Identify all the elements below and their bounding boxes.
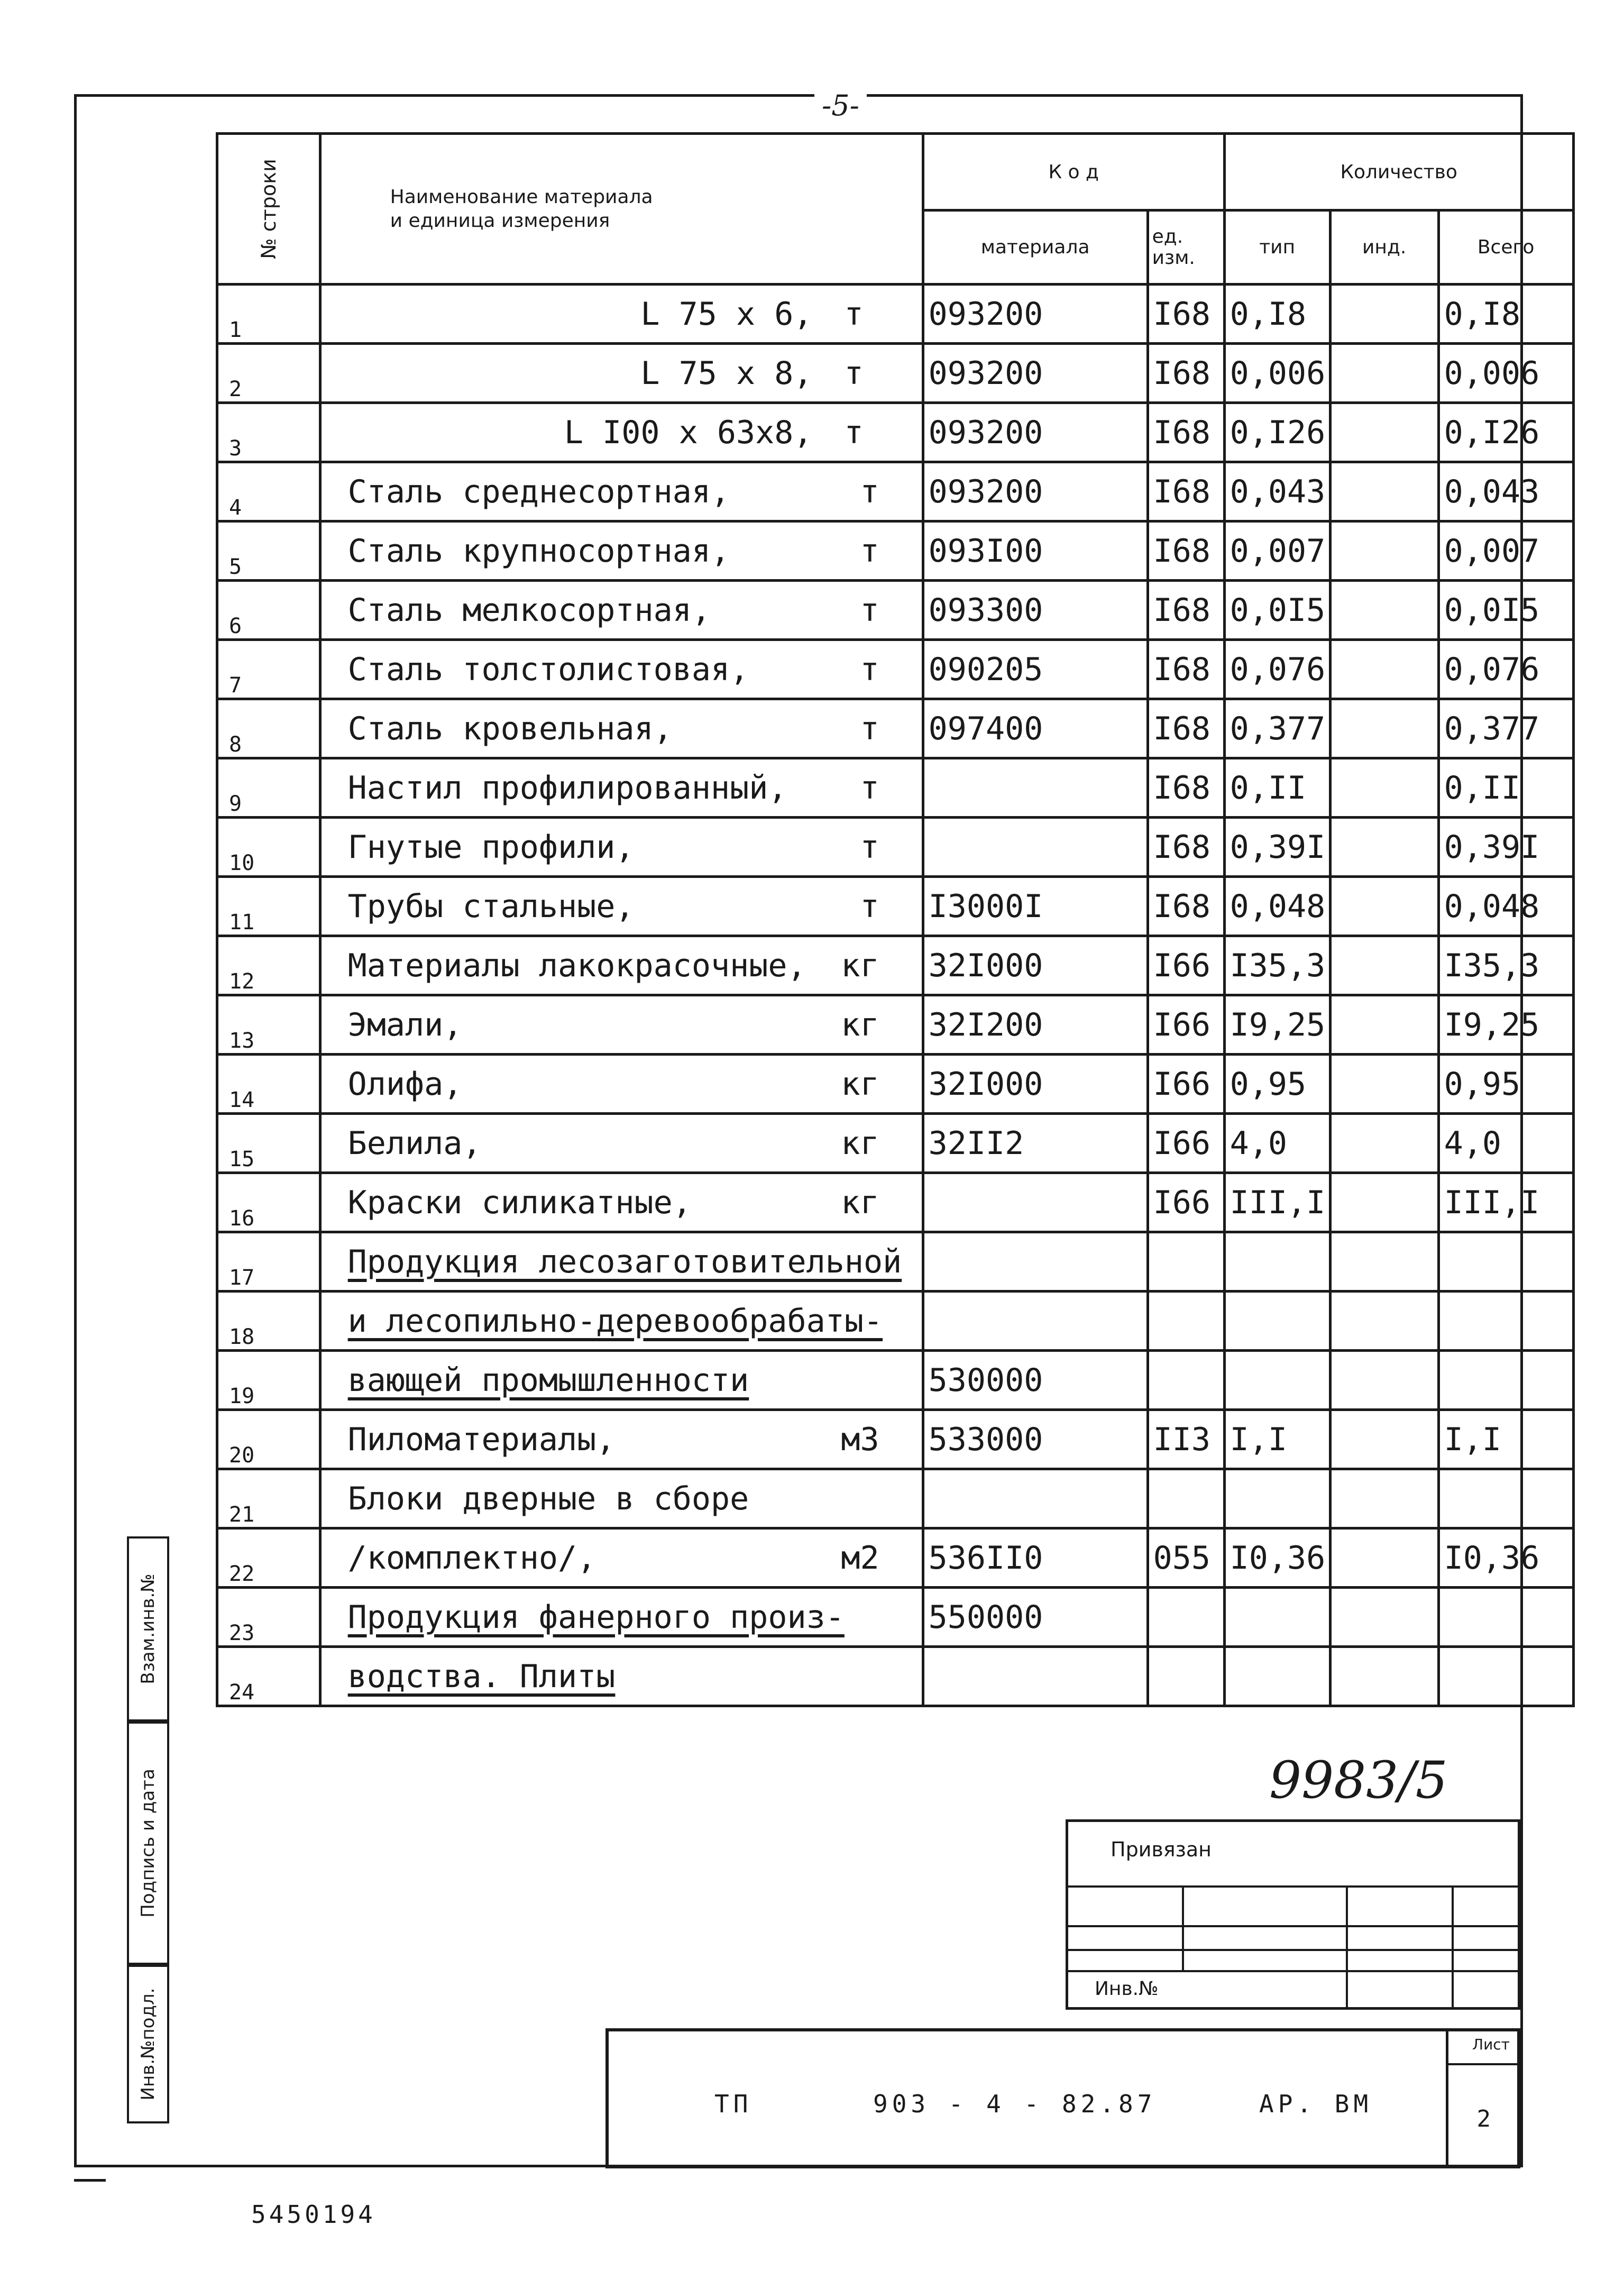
material-name-text: Краски силикатные, bbox=[347, 1184, 692, 1221]
qty-ind bbox=[1330, 1292, 1438, 1351]
material-name-text: L 75 х 8, bbox=[640, 354, 813, 392]
qty-tip: 0,95 bbox=[1224, 1055, 1330, 1114]
material-unit: т bbox=[860, 651, 879, 688]
header-code-unit: ед. изм. bbox=[1148, 210, 1224, 285]
unit-code: I68 bbox=[1148, 403, 1224, 462]
unit-code bbox=[1148, 1647, 1224, 1706]
title-code: ТП bbox=[714, 2090, 753, 2118]
unit-code: I68 bbox=[1148, 285, 1224, 344]
material-name bbox=[320, 758, 923, 818]
title-document-number: 903 - 4 - 82.87 bbox=[873, 2090, 1157, 2118]
table-row bbox=[217, 1410, 1574, 1469]
row-number: 4 bbox=[217, 462, 320, 521]
material-code: 533000 bbox=[923, 1410, 1148, 1469]
table-row bbox=[217, 521, 1574, 581]
material-name-text: Трубы стальные, bbox=[347, 887, 635, 925]
material-name bbox=[320, 995, 923, 1055]
qty-tip: 0,007 bbox=[1224, 521, 1330, 581]
qty-ind bbox=[1330, 521, 1438, 581]
row-number: 12 bbox=[217, 936, 320, 995]
title-mark: АР. ВМ bbox=[1259, 2090, 1373, 2118]
unit-code: I66 bbox=[1148, 1114, 1224, 1173]
qty-total: III,I bbox=[1438, 1173, 1573, 1232]
material-unit: м2 bbox=[841, 1539, 879, 1577]
row-number: 10 bbox=[217, 818, 320, 877]
qty-ind bbox=[1330, 1055, 1438, 1114]
material-name bbox=[320, 1351, 923, 1410]
row-number: 19 bbox=[217, 1351, 320, 1410]
material-code: I3000I bbox=[923, 877, 1148, 936]
table-row bbox=[217, 285, 1574, 344]
qty-tip bbox=[1224, 1469, 1330, 1528]
material-name bbox=[320, 403, 923, 462]
unit-code: I68 bbox=[1148, 640, 1224, 699]
material-name bbox=[320, 521, 923, 581]
material-name-text: вающей промышленности bbox=[347, 1361, 749, 1399]
material-unit: т bbox=[860, 769, 879, 807]
material-unit: т bbox=[860, 532, 879, 570]
unit-code: I68 bbox=[1148, 758, 1224, 818]
material-name bbox=[320, 1292, 923, 1351]
materials-table bbox=[216, 132, 1575, 1707]
material-code: 093I00 bbox=[923, 521, 1148, 581]
row-number: 22 bbox=[217, 1528, 320, 1588]
row-number: 8 bbox=[217, 699, 320, 758]
qty-ind bbox=[1330, 1232, 1438, 1292]
qty-tip: 0,076 bbox=[1224, 640, 1330, 699]
qty-ind bbox=[1330, 1469, 1438, 1528]
qty-ind bbox=[1330, 936, 1438, 995]
material-code bbox=[923, 1647, 1148, 1706]
unit-code: I68 bbox=[1148, 521, 1224, 581]
row-number: 6 bbox=[217, 581, 320, 640]
sheet-label: Лист bbox=[1472, 2036, 1510, 2053]
row-number: 18 bbox=[217, 1292, 320, 1351]
qty-tip: 0,048 bbox=[1224, 877, 1330, 936]
material-name bbox=[320, 581, 923, 640]
table-row bbox=[217, 403, 1574, 462]
material-name-text: Белила, bbox=[347, 1124, 482, 1162]
material-name bbox=[320, 936, 923, 995]
row-number: 14 bbox=[217, 1055, 320, 1114]
material-name bbox=[320, 1173, 923, 1232]
qty-total bbox=[1438, 1232, 1573, 1292]
material-unit: кг bbox=[841, 1184, 879, 1221]
material-code: 093200 bbox=[923, 285, 1148, 344]
material-unit: т bbox=[844, 295, 864, 333]
qty-ind bbox=[1330, 403, 1438, 462]
qty-tip: III,I bbox=[1224, 1173, 1330, 1232]
table-row bbox=[217, 877, 1574, 936]
qty-tip: 0,39I bbox=[1224, 818, 1330, 877]
table-row bbox=[217, 1114, 1574, 1173]
material-code bbox=[923, 1232, 1148, 1292]
qty-ind bbox=[1330, 285, 1438, 344]
qty-ind bbox=[1330, 699, 1438, 758]
qty-total: 0,0I5 bbox=[1438, 581, 1573, 640]
row-number: 20 bbox=[217, 1410, 320, 1469]
qty-tip: 0,I26 bbox=[1224, 403, 1330, 462]
qty-tip: I0,36 bbox=[1224, 1528, 1330, 1588]
material-name-text: Продукция фанерного произ- bbox=[347, 1598, 845, 1636]
row-number: 24 bbox=[217, 1647, 320, 1706]
header-code-material: материала bbox=[923, 210, 1148, 285]
qty-total: I9,25 bbox=[1438, 995, 1573, 1055]
row-number: 21 bbox=[217, 1469, 320, 1528]
inv-number-label: Инв.№ bbox=[1095, 1978, 1159, 2000]
table-row bbox=[217, 462, 1574, 521]
table-row bbox=[217, 699, 1574, 758]
table-row bbox=[217, 1351, 1574, 1410]
qty-total: 0,95 bbox=[1438, 1055, 1573, 1114]
material-unit: кг bbox=[841, 1065, 879, 1103]
material-name bbox=[320, 1469, 923, 1528]
material-unit: кг bbox=[841, 947, 879, 984]
qty-total: I,I bbox=[1438, 1410, 1573, 1469]
table-row bbox=[217, 1647, 1574, 1706]
row-number: 11 bbox=[217, 877, 320, 936]
header-qty-tip: тип bbox=[1224, 210, 1330, 285]
material-name bbox=[320, 462, 923, 521]
material-name-text: Настил профилированный, bbox=[347, 769, 787, 807]
row-number: 2 bbox=[217, 344, 320, 403]
qty-tip bbox=[1224, 1292, 1330, 1351]
cut-mark bbox=[74, 2179, 106, 2182]
unit-code: I66 bbox=[1148, 1055, 1224, 1114]
material-name-text: L 75 х 6, bbox=[640, 295, 813, 333]
material-unit: кг bbox=[841, 1124, 879, 1162]
row-number: 17 bbox=[217, 1232, 320, 1292]
material-code: 093200 bbox=[923, 462, 1148, 521]
qty-total: 0,I8 bbox=[1438, 285, 1573, 344]
unit-code: II3 bbox=[1148, 1410, 1224, 1469]
row-number: 16 bbox=[217, 1173, 320, 1232]
row-number: 1 bbox=[217, 285, 320, 344]
header-qty-ind: инд. bbox=[1330, 210, 1438, 285]
unit-code: I68 bbox=[1148, 344, 1224, 403]
unit-code: I66 bbox=[1148, 936, 1224, 995]
row-number: 5 bbox=[217, 521, 320, 581]
table-row bbox=[217, 758, 1574, 818]
qty-total bbox=[1438, 1469, 1573, 1528]
material-name-text: Гнутые профили, bbox=[347, 828, 635, 866]
table-row bbox=[217, 995, 1574, 1055]
material-name-text: Олифа, bbox=[347, 1065, 463, 1103]
qty-ind bbox=[1330, 640, 1438, 699]
material-code: 32I000 bbox=[923, 936, 1148, 995]
material-code bbox=[923, 1469, 1148, 1528]
material-code bbox=[923, 1292, 1148, 1351]
material-code bbox=[923, 758, 1148, 818]
title-block bbox=[605, 2028, 1520, 2168]
material-name bbox=[320, 1055, 923, 1114]
qty-ind bbox=[1330, 462, 1438, 521]
qty-tip: 4,0 bbox=[1224, 1114, 1330, 1173]
material-name bbox=[320, 1588, 923, 1647]
material-name-text: и лесопильно-деревообрабаты- bbox=[347, 1302, 883, 1340]
material-name-text: Материалы лакокрасочные, bbox=[347, 947, 806, 984]
qty-ind bbox=[1330, 1647, 1438, 1706]
unit-code: I66 bbox=[1148, 995, 1224, 1055]
material-unit: т bbox=[860, 591, 879, 629]
material-name bbox=[320, 818, 923, 877]
table-row bbox=[217, 1173, 1574, 1232]
material-name-text: /комплектно/, bbox=[347, 1539, 597, 1577]
material-name bbox=[320, 699, 923, 758]
material-code: 32I000 bbox=[923, 1055, 1148, 1114]
unit-code: I68 bbox=[1148, 818, 1224, 877]
unit-code bbox=[1148, 1469, 1224, 1528]
header-row-number: № строки bbox=[217, 134, 320, 285]
material-code: 090205 bbox=[923, 640, 1148, 699]
material-name-text: Сталь среднесортная, bbox=[347, 473, 730, 510]
table-row bbox=[217, 344, 1574, 403]
unit-code bbox=[1148, 1588, 1224, 1647]
unit-code: I68 bbox=[1148, 877, 1224, 936]
material-code: 32II2 bbox=[923, 1114, 1148, 1173]
material-code: 093300 bbox=[923, 581, 1148, 640]
qty-ind bbox=[1330, 1114, 1438, 1173]
material-name bbox=[320, 640, 923, 699]
material-unit: т bbox=[844, 354, 864, 392]
footer-number: 5450194 bbox=[251, 2200, 376, 2229]
qty-ind bbox=[1330, 1351, 1438, 1410]
material-unit: кг bbox=[841, 1006, 879, 1043]
material-unit: т bbox=[860, 710, 879, 747]
qty-ind bbox=[1330, 344, 1438, 403]
vzam-inv-cell: Взам.инв.№ bbox=[127, 1536, 169, 1722]
row-number: 15 bbox=[217, 1114, 320, 1173]
material-name-text: L I00 х 63х8, bbox=[564, 414, 813, 451]
row-number: 9 bbox=[217, 758, 320, 818]
qty-total bbox=[1438, 1292, 1573, 1351]
row-number: 7 bbox=[217, 640, 320, 699]
header-quantity-group: Количество bbox=[1224, 134, 1573, 210]
qty-tip bbox=[1224, 1588, 1330, 1647]
unit-code bbox=[1148, 1292, 1224, 1351]
table-row bbox=[217, 581, 1574, 640]
signature-date-cell: Подпись и дата bbox=[127, 1722, 169, 1965]
material-name-text: Сталь толстолистовая, bbox=[347, 651, 749, 688]
table-row bbox=[217, 1588, 1574, 1647]
material-code: 32I200 bbox=[923, 995, 1148, 1055]
material-code bbox=[923, 818, 1148, 877]
page-number: -5- bbox=[814, 89, 867, 122]
qty-total: 0,007 bbox=[1438, 521, 1573, 581]
unit-code: I68 bbox=[1148, 581, 1224, 640]
qty-tip: 0,006 bbox=[1224, 344, 1330, 403]
qty-total bbox=[1438, 1588, 1573, 1647]
material-name bbox=[320, 1114, 923, 1173]
qty-tip bbox=[1224, 1647, 1330, 1706]
table-row bbox=[217, 1055, 1574, 1114]
header-code-group: К о д bbox=[923, 134, 1224, 210]
unit-code: 055 bbox=[1148, 1528, 1224, 1588]
table-row bbox=[217, 1292, 1574, 1351]
qty-tip: 0,043 bbox=[1224, 462, 1330, 521]
qty-ind bbox=[1330, 877, 1438, 936]
material-unit: т bbox=[860, 473, 879, 510]
qty-tip: 0,I8 bbox=[1224, 285, 1330, 344]
material-name bbox=[320, 1232, 923, 1292]
material-name-text: Эмали, bbox=[347, 1006, 463, 1043]
qty-total: 0,I26 bbox=[1438, 403, 1573, 462]
qty-ind bbox=[1330, 1410, 1438, 1469]
material-name-text: водства. Плиты bbox=[347, 1658, 616, 1695]
left-margin-stamp bbox=[127, 1536, 212, 2129]
unit-code bbox=[1148, 1351, 1224, 1410]
material-unit: т bbox=[860, 828, 879, 866]
table-row bbox=[217, 1232, 1574, 1292]
handwritten-number: 9983/5 bbox=[1269, 1751, 1448, 1810]
material-name-text: Пиломатериалы, bbox=[347, 1421, 616, 1458]
qty-total: 0,006 bbox=[1438, 344, 1573, 403]
row-number: 13 bbox=[217, 995, 320, 1055]
row-number: 23 bbox=[217, 1588, 320, 1647]
qty-total: 0,076 bbox=[1438, 640, 1573, 699]
material-name-text: Блоки дверные в сборе bbox=[347, 1480, 749, 1517]
material-name bbox=[320, 1528, 923, 1588]
unit-code: I66 bbox=[1148, 1173, 1224, 1232]
material-unit: т bbox=[844, 414, 864, 451]
qty-tip bbox=[1224, 1232, 1330, 1292]
qty-total: 0,39I bbox=[1438, 818, 1573, 877]
material-code: 093200 bbox=[923, 344, 1148, 403]
qty-tip: I,I bbox=[1224, 1410, 1330, 1469]
material-unit: м3 bbox=[841, 1421, 879, 1458]
inv-podl-cell: Инв.№подл. bbox=[127, 1965, 169, 2123]
qty-total: 0,377 bbox=[1438, 699, 1573, 758]
unit-code bbox=[1148, 1232, 1224, 1292]
material-code bbox=[923, 1173, 1148, 1232]
table-row bbox=[217, 818, 1574, 877]
qty-tip: 0,II bbox=[1224, 758, 1330, 818]
table-row bbox=[217, 936, 1574, 995]
qty-ind bbox=[1330, 1173, 1438, 1232]
table-row bbox=[217, 1528, 1574, 1588]
qty-total: 0,048 bbox=[1438, 877, 1573, 936]
header-material-name: Наименование материала и единица измерения bbox=[320, 134, 923, 285]
material-name bbox=[320, 285, 923, 344]
material-code: 097400 bbox=[923, 699, 1148, 758]
qty-ind bbox=[1330, 758, 1438, 818]
unit-code: I68 bbox=[1148, 462, 1224, 521]
material-code: 536II0 bbox=[923, 1528, 1148, 1588]
material-name-text: Сталь кровельная, bbox=[347, 710, 673, 747]
material-name-text: Сталь крупносортная, bbox=[347, 532, 730, 570]
unit-code: I68 bbox=[1148, 699, 1224, 758]
qty-total: 0,043 bbox=[1438, 462, 1573, 521]
privyazan-label: Привязан bbox=[1111, 1838, 1212, 1861]
qty-ind bbox=[1330, 1588, 1438, 1647]
header-qty-total: Всего bbox=[1438, 210, 1573, 285]
qty-tip: 0,0I5 bbox=[1224, 581, 1330, 640]
qty-tip: I35,3 bbox=[1224, 936, 1330, 995]
material-name-text: Продукция лесозаготовительной bbox=[347, 1243, 902, 1280]
material-name bbox=[320, 344, 923, 403]
table-row bbox=[217, 1469, 1574, 1528]
material-code: 550000 bbox=[923, 1588, 1148, 1647]
qty-tip: 0,377 bbox=[1224, 699, 1330, 758]
qty-total: 4,0 bbox=[1438, 1114, 1573, 1173]
qty-total bbox=[1438, 1647, 1573, 1706]
sheet-box bbox=[1446, 2031, 1517, 2165]
privyazan-stamp bbox=[1066, 1819, 1520, 2010]
qty-tip bbox=[1224, 1351, 1330, 1410]
qty-total: I0,36 bbox=[1438, 1528, 1573, 1588]
material-name-text: Сталь мелкосортная, bbox=[347, 591, 711, 629]
row-number: 3 bbox=[217, 403, 320, 462]
qty-ind bbox=[1330, 818, 1438, 877]
table-row bbox=[217, 640, 1574, 699]
material-name bbox=[320, 877, 923, 936]
qty-total: 0,II bbox=[1438, 758, 1573, 818]
material-code: 530000 bbox=[923, 1351, 1148, 1410]
material-code: 093200 bbox=[923, 403, 1148, 462]
qty-total bbox=[1438, 1351, 1573, 1410]
material-name bbox=[320, 1647, 923, 1706]
qty-ind bbox=[1330, 1528, 1438, 1588]
qty-ind bbox=[1330, 581, 1438, 640]
sheet-number: 2 bbox=[1476, 2105, 1491, 2132]
qty-tip: I9,25 bbox=[1224, 995, 1330, 1055]
material-unit: т bbox=[860, 887, 879, 925]
material-name bbox=[320, 1410, 923, 1469]
qty-ind bbox=[1330, 995, 1438, 1055]
qty-total: I35,3 bbox=[1438, 936, 1573, 995]
